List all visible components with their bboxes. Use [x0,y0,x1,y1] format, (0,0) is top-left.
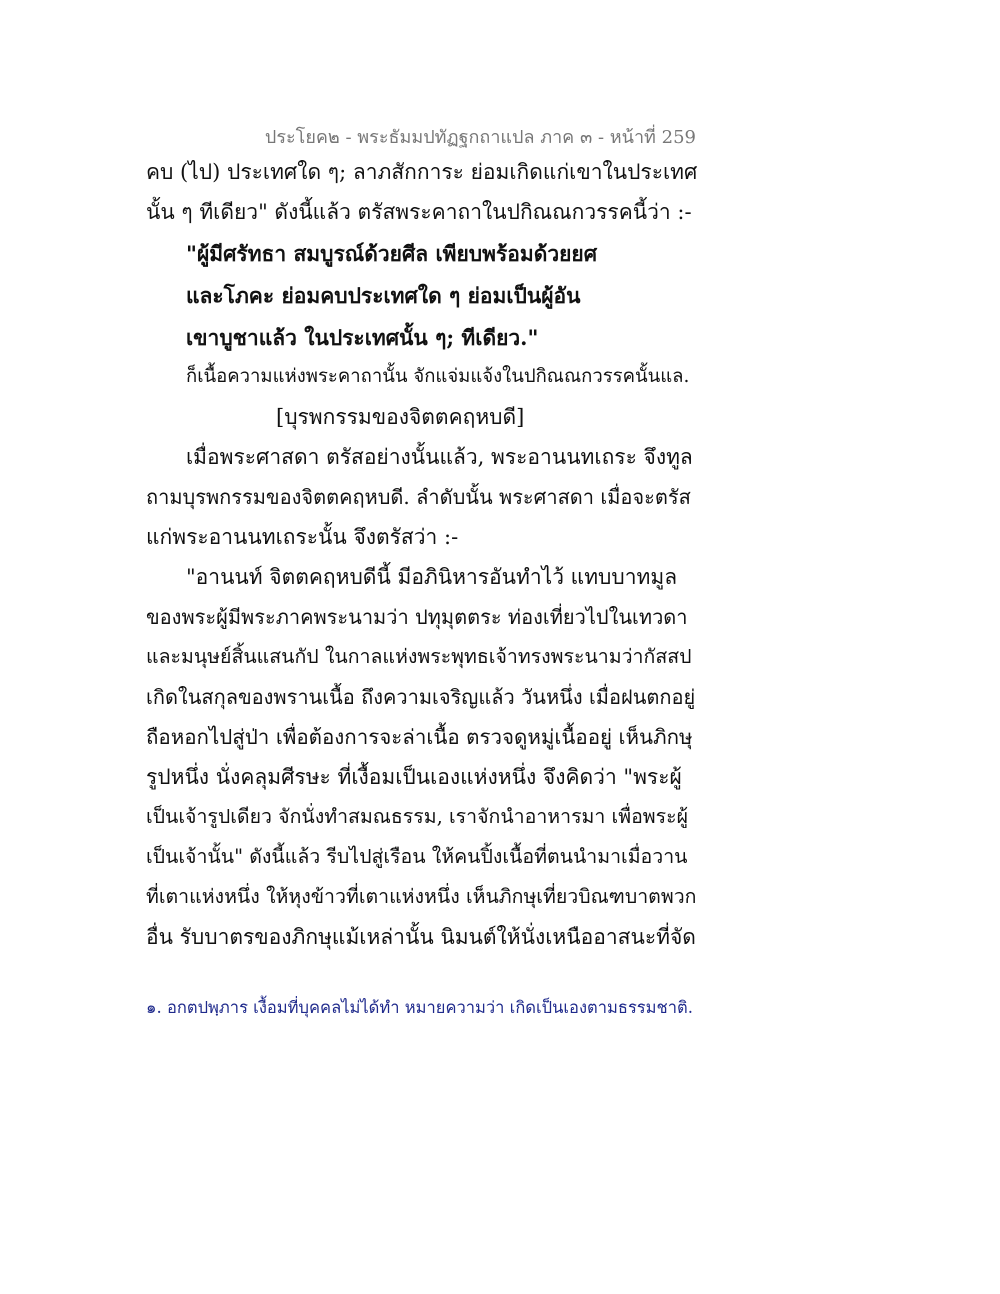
text-line: รูปหนึ่ง นั่งคลุมศีรษะ ที่เงื้อมเป็นเองแห่งหนึ่ง จึงคิดว่า "พระผู้ [146,765,682,789]
text-line: ถือหอกไปสู่ป่า เพื่อต้องการจะล่าเนื้อ ตรวจดูหมู่เนื้ออยู่ เห็นภิกษุ [146,725,693,749]
page-header: ประโยค๒ - พระธัมมปทัฏฐกถาแปล ภาค ๓ - หน้าที่ 259 [264,127,696,148]
text-line: ถามบุรพกรรมของจิตตคฤหบดี. ลำดับนั้น พระศาสดา เมื่อจะตรัส [146,485,691,509]
text-line: อื่น รับบาตรของภิกษุแม้เหล่านั้น นิมนต์ให้นั่งเหนืออาสนะที่จัด [146,925,696,949]
text-line: เป็นเจ้ารูปเดียว จักนั่งทำสมณธรรม, เราจักนำอาหารมา เพื่อพระผู้ [146,805,689,828]
section-title: [บุรพกรรมของจิตตคฤหบดี] [276,405,525,429]
verse-line: และโภคะ ย่อมคบประเทศใด ๆ ย่อมเป็นผู้อัน [186,283,581,308]
text-line: เมื่อพระศาสดา ตรัสอย่างนั้นแล้ว, พระอานนทเถระ จึงทูล [186,445,693,469]
verse-line: เขาบูชาแล้ว ในประเทศนั้น ๆ; ทีเดียว." [186,325,539,350]
footnote: ๑. อกตปพฺภาร เงื้อมที่บุคคลไม่ได้ทำ หมายความว่า เกิดเป็นเองตามธรรมชาติ. [146,998,693,1017]
text-line: ของพระผู้มีพระภาคพระนามว่า ปทุมุตตระ ท่องเที่ยวไปในเทวดา [146,605,688,629]
text-line: นั้น ๆ ทีเดียว" ดังนี้แล้ว ตรัสพระคาถาในปกิณณกวรรคนี้ว่า :- [146,200,692,224]
text-line: และมนุษย์สิ้นแสนกัป ในกาลแห่งพระพุทธเจ้าทรงพระนามว่ากัสสป [146,645,692,668]
text-line: เกิดในสกุลของพรานเนื้อ ถึงความเจริญแล้ว วันหนึ่ง เมื่อฝนตกอยู่ [146,685,696,709]
text-line: ที่เตาแห่งหนึ่ง ให้หุงข้าวที่เตาแห่งหนึ่ง เห็นภิกษุเที่ยวบิณฑบาตพวก [146,885,697,908]
text-line: เป็นเจ้านั้น" ดังนี้แล้ว รีบไปสู่เรือน ให้คนปิ้งเนื้อที่ตนนำมาเมื่อวาน [146,845,688,868]
verse-line: "ผู้มีศรัทธา สมบูรณ์ด้วยศีล เพียบพร้อมด้วยยศ [186,241,598,266]
text-line: "อานนท์ จิตตคฤหบดีนี้ มีอภินิหารอันทำไว้ แทบบาทมูล [186,565,678,589]
text-line: แก่พระอานนทเถระนั้น จึงตรัสว่า :- [146,525,459,549]
text-line: คบ (ไป) ประเทศใด ๆ; ลาภสักการะ ย่อมเกิดแก่เขาในประเทศ [146,160,698,184]
text-line: ก็เนื้อความแห่งพระคาถานั้น จักแจ่มแจ้งในปกิณณกวรรคนั้นแล. [186,366,690,387]
